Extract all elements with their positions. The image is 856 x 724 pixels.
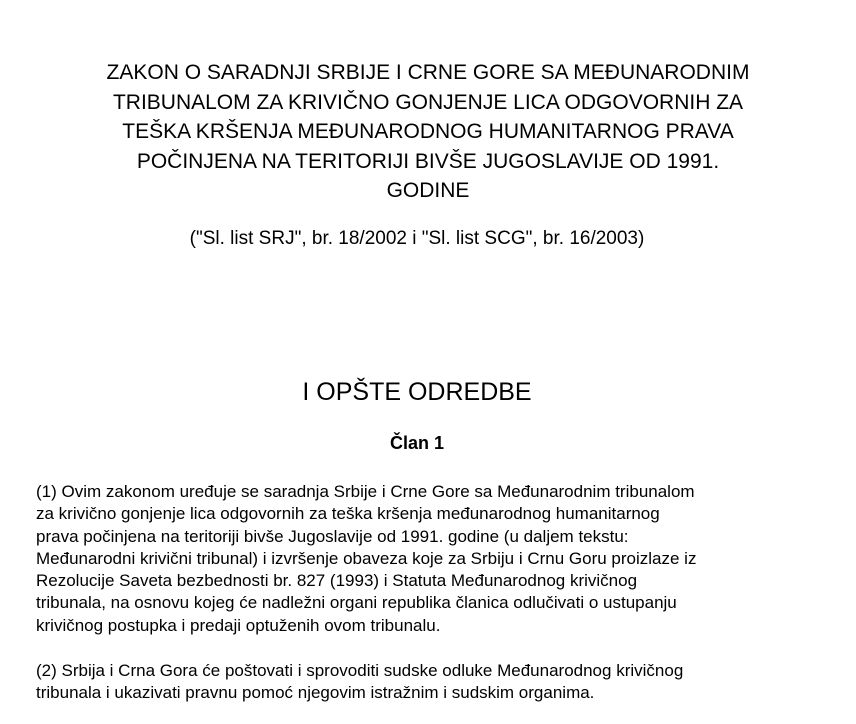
article-paragraph-1: [36, 481, 826, 637]
paragraph-line: prava počinjena na teritoriji bivše Jugoslavije od 1991. godine (u daljem tekstu:: [36, 526, 629, 546]
title-line: GODINE: [386, 179, 470, 202]
document-title: [20, 58, 836, 206]
paragraph-line: Rezolucije Saveta bezbednosti br. 827 (1993) i Statuta Međunarodnog krivičnog: [36, 571, 638, 591]
title-line: TRIBUNALOM ZA KRIVIČNO GONJENJE LICA ODGOVORNIH ZA: [112, 90, 744, 114]
paragraph-line: tribunala i ukazivati pravnu pomoć njegovim istražnim i sudskim organima.: [36, 683, 595, 703]
title-line: TEŠKA KRŠENJA MEĐUNARODNOG HUMANITARNOG PRAVA: [122, 120, 734, 143]
section-heading: I OPŠTE ODREDBE: [302, 378, 532, 406]
paragraph-line: krivičnog postupka i predaji optuženih ovom tribunalu.: [36, 615, 441, 635]
paragraph-line: (2) Srbija i Crna Gora će poštovati i sprovoditi sudske odluke Međunarodnog krivičnog: [36, 661, 684, 680]
paragraph-line: tribunala, na osnovu kojeg će nadležni organi republika članica odlučivati o ustupanju: [36, 593, 677, 613]
paragraph-line: (1) Ovim zakonom uređuje se saradnja Srbije i Crne Gore sa Međunarodnim tribunalom: [36, 482, 695, 501]
article-heading: Član 1: [389, 433, 445, 453]
title-line: POČINJENA NA TERITORIJI BIVŠE JUGOSLAVIJE OD 1991.: [136, 149, 720, 173]
official-gazette-source: ("Sl. list SRJ", br. 18/2002 i "Sl. list SCG", br. 16/2003): [189, 228, 645, 249]
article-paragraph-2: [36, 660, 826, 705]
paragraph-line: Međunarodni krivični tribunal) i izvršenje obaveza koje za Srbiju i Crnu Goru proizlaze iz: [36, 548, 697, 568]
title-line: ZAKON O SARADNJI SRBIJE I CRNE GORE SA MEĐUNARODNIM: [106, 61, 750, 84]
paragraph-line: za krivično gonjenje lica odgovornih za teška kršenja međunarodnog humanitarnog: [36, 504, 660, 524]
